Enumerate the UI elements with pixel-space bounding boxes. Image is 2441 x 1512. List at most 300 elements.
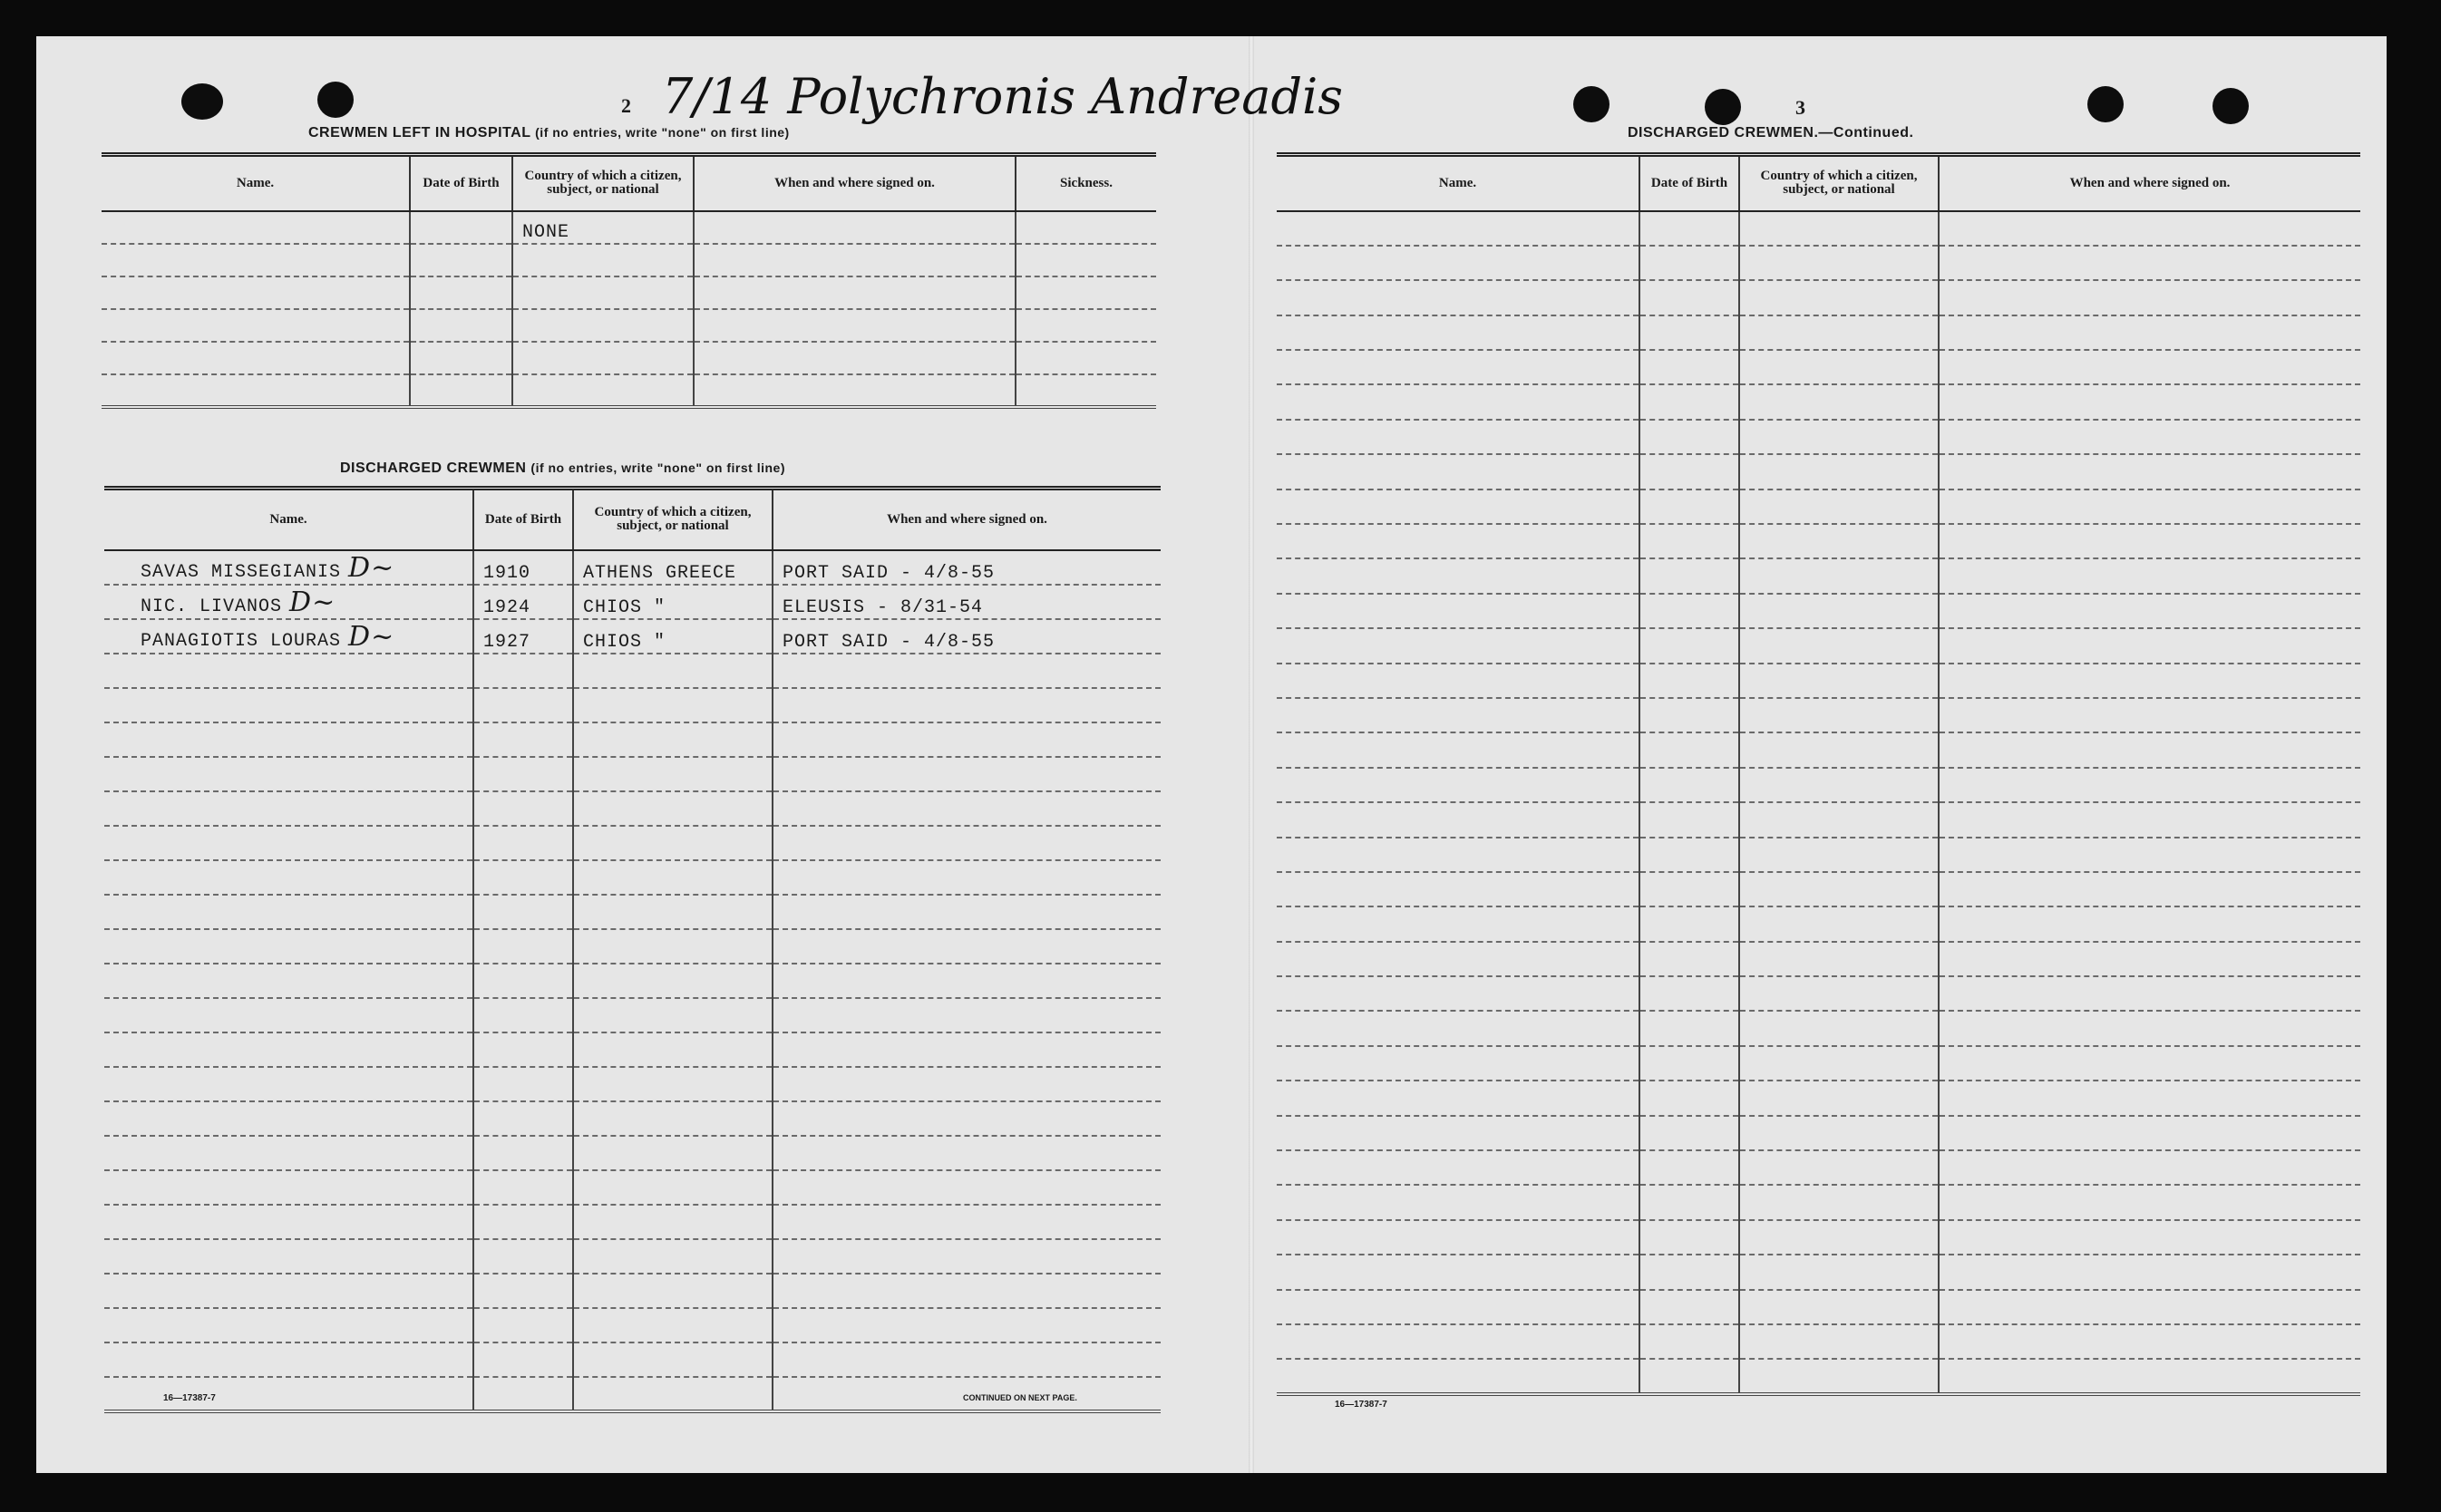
table-cell	[104, 1308, 473, 1342]
table-cell	[1277, 489, 1639, 524]
table-cell	[1277, 768, 1639, 802]
column-header: When and where signed on.	[773, 489, 1161, 550]
table-cell	[573, 688, 773, 722]
table-cell	[1939, 558, 2360, 593]
table-row	[1277, 732, 2360, 767]
table-cell	[102, 309, 410, 342]
table-cell	[1277, 246, 1639, 280]
table-row	[1277, 1150, 2360, 1185]
table-cell	[1639, 768, 1739, 802]
table-cell	[1939, 350, 2360, 384]
table-cell	[1639, 1150, 1739, 1185]
discharge-mark: D~	[348, 551, 395, 584]
table-row	[1277, 628, 2360, 663]
table-cell	[573, 1239, 773, 1274]
table-cell	[104, 895, 473, 929]
punch-hole	[1573, 86, 1610, 122]
table-cell	[1939, 664, 2360, 698]
table-cell	[573, 998, 773, 1032]
table-cell	[773, 1274, 1161, 1308]
table-cell	[473, 998, 573, 1032]
table-cell	[1639, 558, 1739, 593]
table-cell	[104, 654, 473, 688]
table-cell	[512, 309, 694, 342]
table-cell	[573, 1101, 773, 1136]
table-cell	[1739, 1046, 1939, 1081]
table-cell	[473, 1239, 573, 1274]
table-cell	[104, 860, 473, 895]
table-row	[1277, 1220, 2360, 1255]
table-row	[104, 1101, 1161, 1136]
table-cell	[1277, 350, 1639, 384]
table-cell	[573, 1274, 773, 1308]
table-row	[1277, 1046, 2360, 1081]
table-cell	[773, 1032, 1161, 1067]
table-cell	[473, 895, 573, 929]
table-cell	[102, 342, 410, 374]
table-cell	[102, 374, 410, 407]
table-cell: PORT SAID - 4/8-55	[773, 550, 1161, 585]
table-cell	[1016, 342, 1156, 374]
table-cell	[773, 1239, 1161, 1274]
table-cell	[773, 998, 1161, 1032]
discharged-continued-title: DISCHARGED CREWMEN.—Continued.	[1628, 125, 1914, 141]
table-row	[1277, 1011, 2360, 1045]
table-cell	[1277, 802, 1639, 837]
table-cell	[1939, 594, 2360, 628]
table-cell	[104, 826, 473, 860]
table-cell	[1639, 698, 1739, 732]
table-cell	[1277, 1185, 1639, 1219]
table-cell	[473, 1205, 573, 1239]
table-cell	[1739, 1255, 1939, 1289]
column-header: Sickness.	[1016, 155, 1156, 211]
table-cell	[1639, 628, 1739, 663]
table-row	[104, 791, 1161, 826]
table-cell: NONE	[512, 211, 694, 244]
table-row	[1277, 1359, 2360, 1393]
table-cell	[1939, 489, 2360, 524]
table-cell	[1639, 1359, 1739, 1393]
discharge-mark: D~	[348, 620, 395, 653]
table-cell	[1639, 942, 1739, 976]
table-cell	[1739, 802, 1939, 837]
table-row	[102, 342, 1156, 374]
table-cell	[1939, 1220, 2360, 1255]
table-cell	[1939, 698, 2360, 732]
table-cell	[1939, 628, 2360, 663]
table-cell	[104, 791, 473, 826]
table-cell	[1639, 594, 1739, 628]
table-cell	[473, 964, 573, 998]
discharged-table	[104, 486, 1161, 1413]
table-cell	[102, 276, 410, 309]
table-cell	[1639, 976, 1739, 1011]
table-cell	[1277, 628, 1639, 663]
table-cell	[1639, 1011, 1739, 1045]
table-cell	[104, 1170, 473, 1205]
table-row	[1277, 942, 2360, 976]
table-cell	[1639, 315, 1739, 350]
table-cell	[1277, 942, 1639, 976]
table-cell	[1016, 211, 1156, 244]
table-cell	[1277, 1290, 1639, 1324]
table-row	[104, 895, 1161, 929]
table-cell	[573, 1205, 773, 1239]
table-cell	[1639, 384, 1739, 419]
table-cell	[1277, 384, 1639, 419]
table-cell	[104, 1067, 473, 1101]
table-cell: ELEUSIS - 8/31-54	[773, 585, 1161, 619]
table-cell	[1939, 1150, 2360, 1185]
table-row	[104, 929, 1161, 964]
table-cell	[1739, 1324, 1939, 1359]
table-row	[1277, 1081, 2360, 1115]
table-cell	[1016, 374, 1156, 407]
column-header: Name.	[1277, 155, 1639, 211]
table-cell	[473, 1170, 573, 1205]
table-row	[1277, 489, 2360, 524]
table-row	[1277, 280, 2360, 315]
table-row	[1277, 1290, 2360, 1324]
table-row	[1277, 350, 2360, 384]
table-row	[104, 1274, 1161, 1308]
table-cell	[1639, 489, 1739, 524]
table-row	[104, 1205, 1161, 1239]
table-cell: CHIOS "	[573, 619, 773, 654]
table-cell	[1277, 976, 1639, 1011]
table-row	[104, 1308, 1161, 1342]
table-cell	[104, 964, 473, 998]
table-cell	[1277, 906, 1639, 941]
table-cell	[1939, 1290, 2360, 1324]
table-cell	[104, 619, 473, 654]
table-cell	[1277, 211, 1639, 246]
table-cell	[1277, 594, 1639, 628]
column-header: When and where signed on.	[694, 155, 1016, 211]
table-cell	[1739, 1081, 1939, 1115]
table-cell	[1277, 872, 1639, 906]
column-header: Country of which a citizen, subject, or national	[512, 155, 694, 211]
table-cell	[573, 964, 773, 998]
table-cell	[512, 374, 694, 407]
table-cell	[773, 929, 1161, 964]
table-cell	[104, 757, 473, 791]
table-row	[104, 1239, 1161, 1274]
table-cell	[1639, 524, 1739, 558]
punch-hole	[2087, 86, 2124, 122]
table-cell	[773, 722, 1161, 757]
table-row	[104, 688, 1161, 722]
table-row	[1277, 1185, 2360, 1219]
punch-hole	[317, 82, 354, 118]
table-cell	[1739, 454, 1939, 489]
column-header: Date of Birth	[1639, 155, 1739, 211]
table-cell	[1739, 942, 1939, 976]
discharged-section-title: DISCHARGED CREWMEN (if no entries, write "none" on first line)	[340, 460, 785, 476]
table-row	[104, 964, 1161, 998]
table-cell	[1016, 276, 1156, 309]
table-cell	[1739, 489, 1939, 524]
table-cell	[1739, 524, 1939, 558]
discharge-mark: D~	[289, 586, 336, 618]
column-header: When and where signed on.	[1939, 155, 2360, 211]
crew-name: SAVAS MISSEGIANIS	[141, 561, 342, 583]
table-cell: ATHENS GREECE	[573, 550, 773, 585]
table-cell	[773, 964, 1161, 998]
table-cell: 1927	[473, 619, 573, 654]
table-cell	[773, 1101, 1161, 1136]
table-cell	[473, 1342, 573, 1377]
table-row	[104, 619, 1161, 654]
table-row	[1277, 246, 2360, 280]
table-row	[1277, 768, 2360, 802]
table-cell	[773, 791, 1161, 826]
table-cell	[1739, 976, 1939, 1011]
table-cell	[573, 1377, 773, 1411]
table-cell	[1939, 315, 2360, 350]
table-cell	[104, 585, 473, 619]
table-row	[104, 722, 1161, 757]
table-cell	[1739, 1185, 1939, 1219]
table-cell	[473, 722, 573, 757]
table-cell	[1639, 1046, 1739, 1081]
table-row	[102, 309, 1156, 342]
table-row	[1277, 838, 2360, 872]
table-cell	[1739, 211, 1939, 246]
table-cell	[410, 211, 512, 244]
table-cell	[573, 1032, 773, 1067]
table-cell	[1939, 942, 2360, 976]
table-cell	[1277, 1046, 1639, 1081]
table-cell	[1639, 872, 1739, 906]
table-cell	[573, 757, 773, 791]
table-cell	[573, 860, 773, 895]
table-cell	[1739, 280, 1939, 315]
table-cell	[694, 374, 1016, 407]
table-cell	[1739, 838, 1939, 872]
table-cell	[773, 1136, 1161, 1170]
form-number: 16—17387-7	[1335, 1400, 1387, 1410]
table-cell	[1939, 454, 2360, 489]
table-cell	[1939, 1324, 2360, 1359]
table-cell	[1277, 315, 1639, 350]
hospital-section-title: CREWMEN LEFT IN HOSPITAL (if no entries, write "none" on first line)	[308, 125, 790, 141]
table-row	[1277, 524, 2360, 558]
table-cell	[104, 550, 473, 585]
table-cell	[773, 860, 1161, 895]
table-cell	[1739, 698, 1939, 732]
table-cell	[1739, 246, 1939, 280]
table-row	[1277, 420, 2360, 454]
table-cell	[1277, 524, 1639, 558]
table-cell	[1939, 246, 2360, 280]
table-cell	[104, 1274, 473, 1308]
table-cell	[473, 929, 573, 964]
column-header: Country of which a citizen, subject, or national	[1739, 155, 1939, 211]
table-cell	[573, 929, 773, 964]
table-cell	[573, 1308, 773, 1342]
table-cell	[1739, 420, 1939, 454]
hospital-table	[102, 152, 1156, 409]
table-row	[104, 826, 1161, 860]
table-cell	[1939, 211, 2360, 246]
table-cell	[473, 860, 573, 895]
table-cell	[1739, 350, 1939, 384]
table-cell	[473, 1136, 573, 1170]
table-cell	[1639, 664, 1739, 698]
form-number: 16—17387-7	[163, 1393, 216, 1403]
table-row	[102, 276, 1156, 309]
table-cell	[1639, 454, 1739, 489]
table-cell	[1277, 732, 1639, 767]
column-header: Name.	[102, 155, 410, 211]
table-cell	[1277, 1220, 1639, 1255]
page-number: 3	[1795, 96, 1805, 119]
table-cell	[1739, 315, 1939, 350]
table-cell	[104, 929, 473, 964]
table-cell	[473, 757, 573, 791]
table-row	[1277, 872, 2360, 906]
table-cell	[473, 1377, 573, 1411]
table-row	[102, 374, 1156, 407]
table-cell	[773, 688, 1161, 722]
table-cell	[1639, 211, 1739, 246]
table-row	[104, 1067, 1161, 1101]
column-header: Name.	[104, 489, 473, 550]
table-cell	[473, 1274, 573, 1308]
table-cell	[1939, 872, 2360, 906]
table-cell	[1939, 384, 2360, 419]
table-cell	[773, 826, 1161, 860]
column-header: Country of which a citizen, subject, or national	[573, 489, 773, 550]
table-row	[1277, 802, 2360, 837]
table-cell	[473, 654, 573, 688]
table-cell	[773, 1308, 1161, 1342]
table-cell	[1277, 420, 1639, 454]
table-cell	[1639, 838, 1739, 872]
table-cell	[104, 722, 473, 757]
punch-hole	[181, 83, 223, 120]
table-row	[104, 1032, 1161, 1067]
table-cell	[473, 1032, 573, 1067]
table-cell	[473, 791, 573, 826]
table-cell	[1277, 1255, 1639, 1289]
table-cell	[512, 342, 694, 374]
table-cell	[410, 244, 512, 276]
table-row	[1277, 594, 2360, 628]
table-cell	[573, 654, 773, 688]
table-cell	[694, 211, 1016, 244]
table-cell	[694, 276, 1016, 309]
table-cell	[104, 998, 473, 1032]
table-cell	[573, 826, 773, 860]
table-cell	[1277, 664, 1639, 698]
table-cell	[1277, 838, 1639, 872]
table-cell	[1277, 1081, 1639, 1115]
table-row	[1277, 384, 2360, 419]
table-cell	[1016, 244, 1156, 276]
table-row	[104, 1170, 1161, 1205]
table-cell	[104, 1377, 473, 1411]
table-cell	[1639, 1290, 1739, 1324]
table-cell	[1277, 454, 1639, 489]
table-cell: PORT SAID - 4/8-55	[773, 619, 1161, 654]
table-cell	[104, 688, 473, 722]
table-cell	[1639, 732, 1739, 767]
table-cell	[473, 1067, 573, 1101]
table-cell	[104, 1101, 473, 1136]
table-row	[1277, 1116, 2360, 1150]
table-cell	[1739, 1116, 1939, 1150]
table-cell	[1277, 698, 1639, 732]
table-cell	[410, 342, 512, 374]
table-cell	[1939, 838, 2360, 872]
table-cell	[1639, 246, 1739, 280]
page-fold	[1249, 36, 1254, 1473]
table-cell	[1739, 1150, 1939, 1185]
table-cell	[512, 244, 694, 276]
table-cell	[1739, 906, 1939, 941]
table-row	[1277, 1255, 2360, 1289]
table-cell	[1639, 1185, 1739, 1219]
discharged-continued-table	[1277, 152, 2360, 1396]
table-cell	[773, 1170, 1161, 1205]
table-cell	[410, 276, 512, 309]
table-cell	[1939, 524, 2360, 558]
table-row	[104, 757, 1161, 791]
table-cell	[573, 1170, 773, 1205]
table-cell	[1939, 1116, 2360, 1150]
table-cell	[573, 1342, 773, 1377]
table-cell	[573, 791, 773, 826]
table-cell: 1910	[473, 550, 573, 585]
table-row	[1277, 454, 2360, 489]
table-cell	[773, 1205, 1161, 1239]
table-cell	[1939, 280, 2360, 315]
table-cell	[1277, 1359, 1639, 1393]
table-cell	[1939, 768, 2360, 802]
column-header: Date of Birth	[410, 155, 512, 211]
table-cell	[1277, 1011, 1639, 1045]
table-cell	[1277, 280, 1639, 315]
page-number: 2	[621, 94, 631, 117]
handwritten-signature: 7/14 Polychronis Andreadis	[662, 68, 1343, 125]
table-cell	[1739, 1220, 1939, 1255]
document-sheet	[36, 36, 2387, 1473]
table-cell	[104, 1032, 473, 1067]
table-row	[1277, 906, 2360, 941]
table-cell: 1924	[473, 585, 573, 619]
table-cell	[1939, 1011, 2360, 1045]
column-header: Date of Birth	[473, 489, 573, 550]
table-row	[102, 244, 1156, 276]
table-cell	[1277, 1116, 1639, 1150]
table-cell	[773, 654, 1161, 688]
table-row	[1277, 698, 2360, 732]
table-cell	[1939, 1081, 2360, 1115]
table-cell	[1939, 1255, 2360, 1289]
punch-hole	[2212, 88, 2249, 124]
table-cell	[102, 211, 410, 244]
table-cell	[773, 1342, 1161, 1377]
table-cell	[1739, 664, 1939, 698]
table-cell	[1016, 309, 1156, 342]
table-cell	[1739, 628, 1939, 663]
continued-note: CONTINUED ON NEXT PAGE.	[963, 1393, 1077, 1402]
table-cell	[1939, 1046, 2360, 1081]
crew-name: NIC. LIVANOS	[141, 596, 283, 617]
